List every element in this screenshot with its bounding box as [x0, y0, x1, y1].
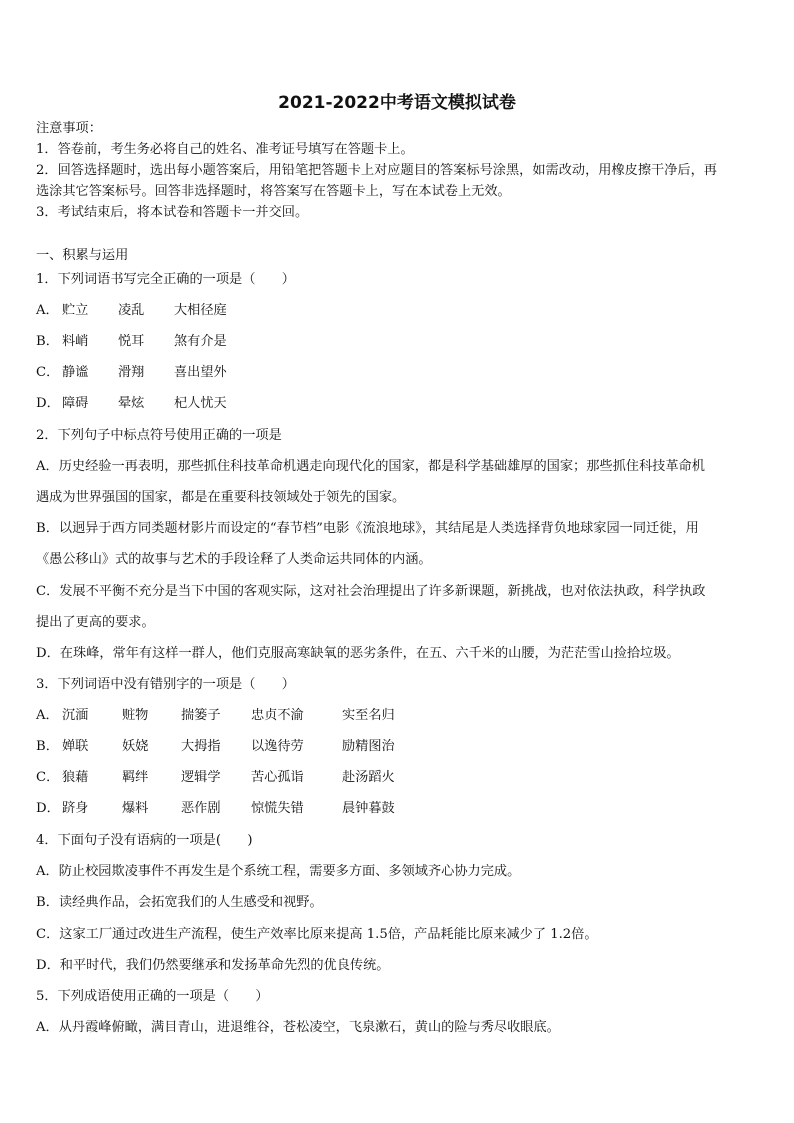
option-word: 苦心孤诣: [251, 770, 304, 785]
option-word: 料峭: [62, 334, 89, 349]
option-word: 大相径庭: [174, 303, 227, 318]
notice-item-2-cont: 选涂其它答案标号。回答非选择题时，将答案写在答题卡上，写在本试卷上无效。: [36, 184, 511, 199]
option-word: 恶作剧: [181, 801, 221, 816]
q2-option-b-cont: 《愚公移山》式的故事与艺术的手段诠释了人类命运共同体的内涵。: [36, 552, 432, 567]
option-word: 惊慌失错: [251, 801, 304, 816]
option-label: C．: [36, 365, 60, 380]
option-label: D．: [36, 396, 60, 411]
q2-option-d: D．在珠峰，常年有这样一群人，他们克服高寒缺氧的恶劣条件，在五、六千米的山腰，为茫茫雪山捡拾垃圾。: [36, 646, 680, 661]
option-label: B．: [36, 334, 59, 349]
option-word: 赃物: [122, 708, 149, 723]
option-word: 晕炫: [118, 396, 145, 411]
notice-item-3: 3．考试结束后，将本试卷和答题卡一并交回。: [36, 205, 309, 220]
option-word: 贮立: [62, 303, 89, 318]
option-word: 忠贞不渝: [251, 708, 304, 723]
option-label: A．: [36, 708, 59, 723]
option-word: 静谧: [62, 365, 89, 380]
option-word: 妖娆: [122, 739, 149, 754]
option-word: 励精图治: [342, 739, 395, 754]
option-word: 大拇指: [181, 739, 221, 754]
option-label: B．: [36, 739, 59, 754]
option-word: 凌乱: [118, 303, 145, 318]
option-word: 杞人忧天: [174, 396, 227, 411]
q5-option-a: A．从丹霞峰俯瞰，满目青山，进退维谷，苍松凌空，飞泉漱石，黄山的险与秀尽收眼底。: [36, 1020, 560, 1035]
q2-option-b: B．以迥异于西方同类题材影片而设定的“春节档”电影《流浪地球》，其结尾是人类选择背负地球家园一同迁徙，用: [36, 521, 699, 536]
notice-item-1: 1．答卷前，考生务必将自己的姓名、准考证号填写在答题卡上。: [36, 142, 414, 157]
option-word: 婵联: [62, 739, 89, 754]
q4-option-a: A．防止校园欺凌事件不再发生是个系统工程，需要多方面、多领域齐心协力完成。: [36, 864, 521, 879]
option-word: 以逸待劳: [251, 739, 304, 754]
q4-option-c: C．这家工厂通过改进生产流程，使生产效率比原来提高 1.5倍，产品耗能比原来减少了 1.2倍。: [36, 927, 598, 942]
q2-option-c-cont: 提出了更高的要求。: [36, 615, 155, 630]
q1-stem: 1．下列词语书写完全正确的一项是（ ）: [36, 272, 295, 287]
option-word: 沉湎: [62, 708, 89, 723]
option-label: A．: [36, 303, 59, 318]
option-word: 狼藉: [62, 770, 89, 785]
option-word: 煞有介是: [174, 334, 227, 349]
q4-stem: 4．下面句子没有语病的一项是( ): [36, 833, 253, 848]
option-word: 实至名归: [342, 708, 395, 723]
q2-option-c: C．发展不平衡不充分是当下中国的客观实际，这对社会治理提出了许多新课题，新挑战，也对依法执政，科学执政: [36, 584, 706, 599]
q2-option-a: A．历史经验一再表明，那些抓住科技革命机遇走向现代化的国家，都是科学基础雄厚的国家；那些抓住科技革命机: [36, 459, 705, 474]
option-word: 喜出望外: [174, 365, 227, 380]
section-heading: 一、积累与运用: [36, 248, 129, 263]
option-word: 爆料: [122, 801, 149, 816]
q4-option-d: D．和平时代，我们仍然要继承和发扬革命先烈的优良传统。: [36, 958, 390, 973]
q3-stem: 3．下列词语中没有错别字的一项是（ ）: [36, 677, 295, 692]
option-label: C．: [36, 770, 60, 785]
option-word: 逻辑学: [181, 770, 221, 785]
q5-stem: 5．下列成语使用正确的一项是（ ）: [36, 989, 269, 1004]
option-word: 悦耳: [118, 334, 145, 349]
q4-option-b: B．读经典作品，会拓宽我们的人生感受和视野。: [36, 895, 323, 910]
option-word: 揣篓子: [181, 708, 221, 723]
option-word: 障碍: [62, 396, 89, 411]
option-word: 晨钟暮鼓: [342, 801, 395, 816]
option-label: D．: [36, 801, 60, 816]
notice-heading: 注意事项：: [36, 121, 102, 136]
option-word: 羁绊: [122, 770, 149, 785]
option-word: 跻身: [62, 801, 89, 816]
q2-stem: 2．下列句子中标点符号使用正确的一项是: [36, 428, 282, 443]
option-word: 滑翔: [118, 365, 145, 380]
exam-title: 2021-2022中考语文模拟试卷: [278, 93, 516, 113]
notice-item-2: 2．回答选择题时，选出每小题答案后，用铅笔把答题卡上对应题目的答案标号涂黑，如需改动，用橡皮擦干净后，再: [36, 163, 717, 178]
q2-option-a-cont: 遇成为世界强国的国家，都是在重要科技领域处于领先的国家。: [36, 490, 406, 505]
option-word: 赴汤蹈火: [342, 770, 395, 785]
